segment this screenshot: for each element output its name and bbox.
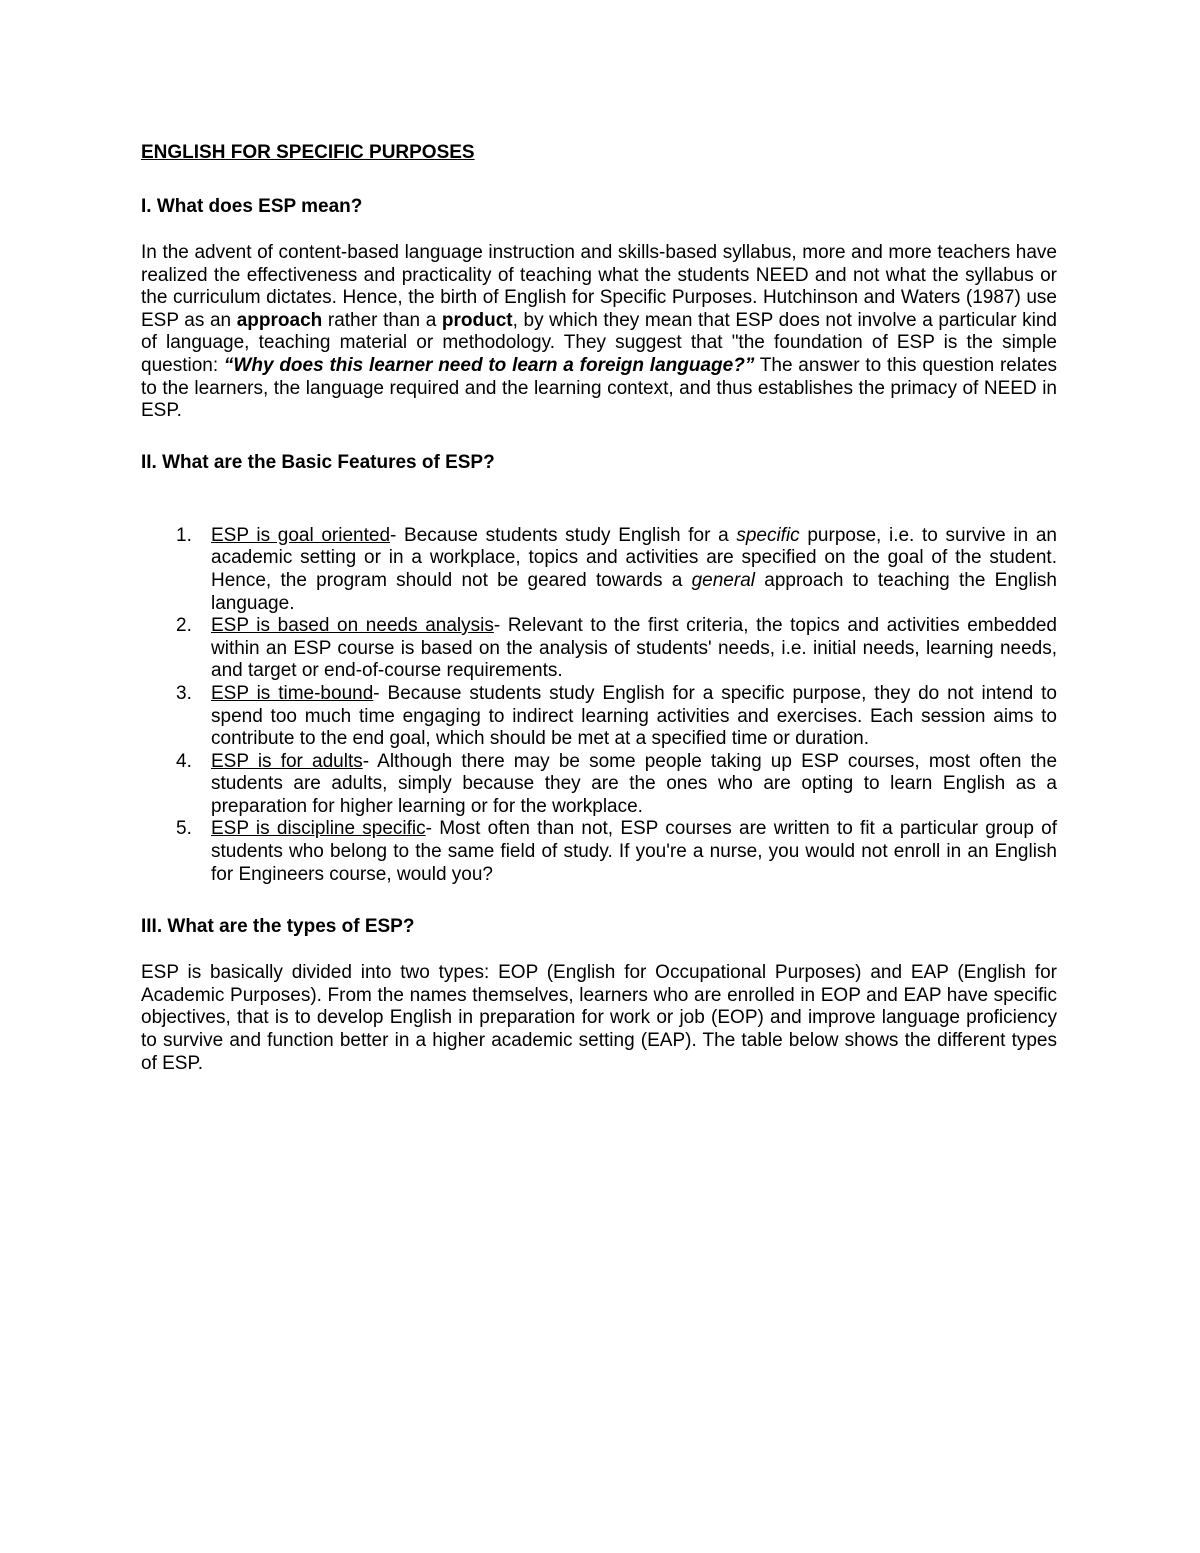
feature-text: - Because students study English for a specific purpose, they do not intend to spend too much time engaging to indirect learning activities and exercises. Each session aims to contribute to the end goal, which should be met at a specified time or duration. (211, 682, 1058, 750)
feature-text: - Relevant to the first criteria, the topics and activities embedded within an ESP course is based on the analysis of students' needs, i.e. initial needs, learning needs, and target or end-of-course requirements. (211, 615, 1058, 682)
key-question: “Why does this learner need to learn a foreign language?” (223, 354, 755, 376)
list-item-number: 2. (176, 615, 192, 637)
feature-term: ESP is based on needs analysis (211, 615, 494, 637)
section-1-text-2: rather than a (322, 309, 442, 331)
list-item (141, 818, 1057, 886)
list-item (141, 525, 1057, 615)
feature-term: ESP is for adults (211, 750, 363, 772)
feature-text: - Most often than not, ESP courses are written to fit a particular group of students who belong to the same field of study. If you're a nurse, you would not enroll in an English for Engineers course, would you? (211, 818, 1057, 885)
feature-text: approach to teaching the English language. (211, 569, 1057, 614)
feature-text: - Because students study English for a (390, 524, 737, 546)
list-item-number: 5. (176, 818, 192, 840)
features-list (141, 525, 1057, 887)
page-content (141, 140, 1057, 1075)
feature-text: - Although there may be some people taking up ESP courses, most often the students are adults, simply because they are the ones who are opting to learn English as a preparation for higher learning or for the workplace. (211, 750, 1058, 817)
list-item (141, 751, 1057, 819)
section-1-paragraph (141, 242, 1057, 423)
list-item-number: 1. (176, 524, 192, 546)
feature-term: ESP is goal oriented (211, 524, 391, 546)
section-1-text-4: The answer to this question relates to the learners, the language required and the learning context, and thus establishes the primacy of NEED in ESP. (141, 354, 1058, 422)
approach-term: approach (236, 309, 323, 331)
section-2-heading: II. What are the Basic Features of ESP? (141, 451, 495, 473)
section-3-paragraph: ESP is basically divided into two types: EOP (English for Occupational Purposes) and EAP (English for Academic Purposes). From the names themselves, learners who are enrolled in EOP and EAP have specific objectives, that is to develop English in preparation for work or job (EOP) and improve language proficiency to survive and function better in a higher academic setting (EAP). The table below shows the different types of ESP. (141, 962, 1057, 1074)
feature-emphasis: specific (736, 524, 800, 546)
product-term: product (441, 309, 513, 331)
list-item-number: 3. (176, 682, 192, 704)
section-1-heading: I. What does ESP mean? (141, 196, 363, 217)
document-title: ENGLISH FOR SPECIFIC PURPOSES (141, 142, 475, 163)
feature-emphasis: general (691, 569, 755, 591)
feature-term: ESP is discipline specific (211, 818, 426, 840)
feature-term: ESP is time-bound (211, 682, 374, 704)
list-item-number: 4. (176, 750, 192, 772)
feature-text: purpose, i.e. to survive in an academic setting or in a workplace, topics and activities are specified on the goal of the student. Hence, the program should not be geared towards a (211, 524, 1057, 591)
section-1-text-1: In the advent of content-based language instruction and skills-based syllabus, more and more teachers have realized the effectiveness and practicality of teaching what the students NEED and not what the syllabus or the curriculum dictates. Hence, the birth of English for Specific Purposes. Hutchinson and Waters (1987) use ESP as an (141, 242, 1057, 331)
list-item (141, 615, 1057, 683)
section-1-text-3: , by which they mean that ESP does not involve a particular kind of language, teaching material or methodology. They suggest that "the foundation of ESP is the simple question: (141, 309, 1058, 376)
list-item (141, 683, 1057, 751)
section-3-heading: III. What are the types of ESP? (141, 916, 415, 938)
